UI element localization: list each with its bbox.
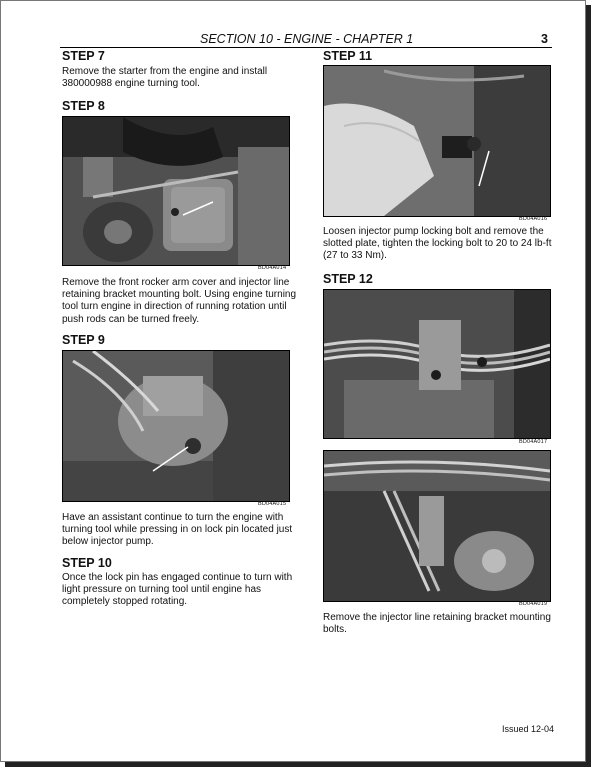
page-number: 3 (541, 32, 548, 46)
step-11-heading: STEP 11 (323, 49, 373, 63)
step-12-text: Remove the injector line retaining bracket mounting bolts. (323, 612, 551, 636)
step-12-photo-b (323, 450, 551, 602)
step-7-heading: STEP 7 (62, 49, 105, 63)
step-9-photo (62, 350, 290, 502)
step-8-figure-label: BD04A014 (258, 265, 287, 271)
step-11-text: Loosen injector pump locking bolt and remove the slotted plate, tighten the locking bolt to 20 to 24 lb-ft (27 to 33 Nm). (323, 226, 552, 262)
step-9-heading: STEP 9 (62, 333, 105, 347)
step-9-figure-label: BD04A015 (258, 501, 287, 507)
step-12-figure-a-label: BD04A017 (519, 439, 548, 445)
step-10-text: Once the lock pin has engaged continue to turn with light pressure on turning tool until engine has completely stopped rotating. (62, 572, 293, 608)
step-9-text: Have an assistant continue to turn the engine with turning tool while pressing in on lock pin located just below injector pump. (62, 512, 293, 548)
step-8-photo (62, 116, 290, 266)
step-12-figure-b-label: BD04A019 (519, 601, 548, 607)
step-10-heading: STEP 10 (62, 556, 112, 570)
step-12-photo-a (323, 289, 551, 439)
header-rule (60, 47, 552, 48)
step-12-heading: STEP 12 (323, 272, 373, 286)
section-header: SECTION 10 - ENGINE - CHAPTER 1 (200, 32, 414, 46)
step-7-text: Remove the starter from the engine and install 380000988 engine turning tool. (62, 66, 268, 90)
issue-date: Issued 12-04 (502, 724, 555, 734)
step-8-text: Remove the front rocker arm cover and injector line retaining bracket mounting bolt. Using engine turning tool turn engine in direction of running rotation until push rods can be turned freely. (62, 277, 297, 325)
step-11-figure-label: BD04A016 (519, 216, 548, 222)
step-8-heading: STEP 8 (62, 99, 105, 113)
step-11-photo (323, 65, 551, 217)
